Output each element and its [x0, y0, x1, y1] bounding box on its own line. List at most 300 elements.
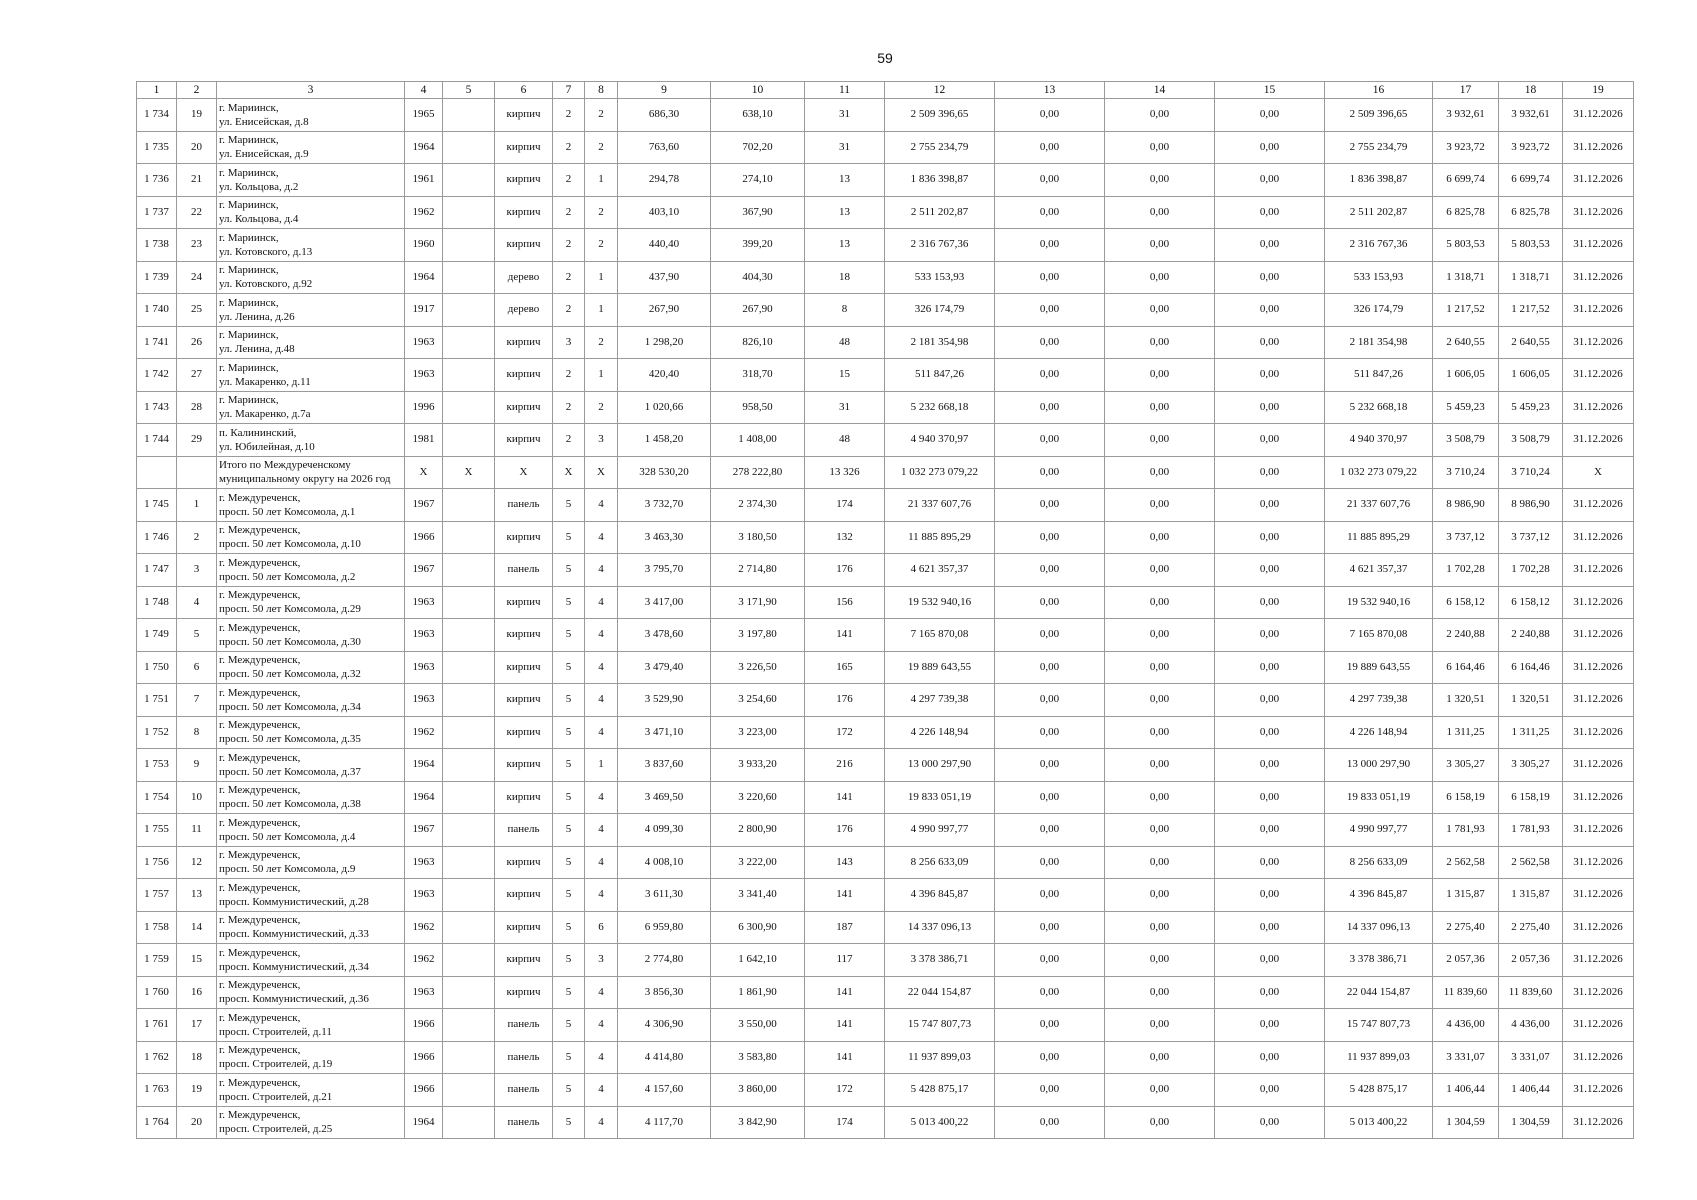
residents-cell: 156: [805, 586, 885, 619]
living-area-cell: 6 300,90: [711, 911, 805, 944]
unit-cost-cell: 1 217,52: [1433, 294, 1499, 327]
address-cell: [217, 261, 405, 294]
max-unit-cost-cell: 6 158,12: [1499, 586, 1563, 619]
federal-funds-cell: 0,00: [995, 1041, 1105, 1074]
max-unit-cost-cell: 8 986,90: [1499, 489, 1563, 522]
living-area-cell: 318,70: [711, 359, 805, 392]
year-reconstruction-cell: [443, 1041, 495, 1074]
year-built-cell: 1917: [405, 294, 443, 327]
federal-funds-cell: 0,00: [995, 814, 1105, 847]
owner-funds-cell: 2 509 396,65: [1325, 99, 1433, 132]
total-cost-cell: 11 937 899,03: [885, 1041, 995, 1074]
local-funds-cell: 0,00: [1215, 456, 1325, 489]
address-line-2: просп. 50 лет Комсомола, д.9: [219, 863, 356, 876]
address-line-1: г. Междуреченск,: [219, 979, 301, 992]
completion-date-cell: 31.12.2026: [1563, 554, 1634, 587]
year-built-cell: 1963: [405, 976, 443, 1009]
address-line-2: ул. Котовского, д.13: [219, 245, 313, 258]
unit-cost-cell: 6 158,12: [1433, 586, 1499, 619]
total-area-cell: 3 471,10: [618, 716, 711, 749]
floors-cell: 5: [553, 781, 585, 814]
column-number: 2: [177, 82, 217, 99]
year-reconstruction-cell: [443, 554, 495, 587]
row-sub-index-cell: 8: [177, 716, 217, 749]
total-area-cell: 3 417,00: [618, 586, 711, 619]
living-area-cell: 3 180,50: [711, 521, 805, 554]
completion-date-cell: 31.12.2026: [1563, 196, 1634, 229]
address-line-2: просп. 50 лет Комсомола, д.35: [219, 733, 361, 746]
living-area-cell: 3 842,90: [711, 1106, 805, 1139]
year-built-cell: 1967: [405, 489, 443, 522]
column-number: 17: [1433, 82, 1499, 99]
column-number: 9: [618, 82, 711, 99]
floors-cell: 5: [553, 1106, 585, 1139]
total-cost-cell: 4 621 357,37: [885, 554, 995, 587]
total-cost-cell: 8 256 633,09: [885, 846, 995, 879]
federal-funds-cell: 0,00: [995, 456, 1105, 489]
total-cost-cell: 4 226 148,94: [885, 716, 995, 749]
entrances-cell: 4: [585, 489, 618, 522]
local-funds-cell: 0,00: [1215, 976, 1325, 1009]
regional-funds-cell: 0,00: [1105, 716, 1215, 749]
address-line-2: просп. Строителей, д.25: [219, 1123, 333, 1136]
address-cell: [217, 521, 405, 554]
year-built-cell: 1981: [405, 424, 443, 457]
wall-material-cell: кирпич: [495, 619, 553, 652]
year-built-cell: 1962: [405, 911, 443, 944]
max-unit-cost-cell: 2 562,58: [1499, 846, 1563, 879]
floors-cell: 5: [553, 684, 585, 717]
max-unit-cost-cell: 2 275,40: [1499, 911, 1563, 944]
residents-cell: 187: [805, 911, 885, 944]
local-funds-cell: 0,00: [1215, 651, 1325, 684]
unit-cost-cell: 2 240,88: [1433, 619, 1499, 652]
floors-cell: 5: [553, 911, 585, 944]
wall-material-cell: кирпич: [495, 749, 553, 782]
regional-funds-cell: 0,00: [1105, 1074, 1215, 1107]
entrances-cell: 4: [585, 619, 618, 652]
wall-material-cell: кирпич: [495, 521, 553, 554]
max-unit-cost-cell: 4 436,00: [1499, 1009, 1563, 1042]
max-unit-cost-cell: 1 217,52: [1499, 294, 1563, 327]
living-area-cell: 3 550,00: [711, 1009, 805, 1042]
unit-cost-cell: 3 508,79: [1433, 424, 1499, 457]
entrances-cell: X: [585, 456, 618, 489]
address-line-2: просп. 50 лет Комсомола, д.37: [219, 765, 361, 778]
address-line-1: г. Междуреченск,: [219, 1076, 301, 1089]
row-sub-index-cell: 13: [177, 879, 217, 912]
residents-cell: 31: [805, 131, 885, 164]
regional-funds-cell: 0,00: [1105, 781, 1215, 814]
address-line-1: г. Мариинск,: [219, 296, 279, 309]
row-index-cell: 1 734: [137, 99, 177, 132]
row-index-cell: 1 745: [137, 489, 177, 522]
row-index-cell: 1 736: [137, 164, 177, 197]
unit-cost-cell: 5 803,53: [1433, 229, 1499, 262]
table-row: [137, 1041, 1634, 1074]
table-row: [137, 261, 1634, 294]
row-sub-index-cell: 3: [177, 554, 217, 587]
table-row: [137, 164, 1634, 197]
table-row: [137, 131, 1634, 164]
year-reconstruction-cell: [443, 781, 495, 814]
max-unit-cost-cell: 3 305,27: [1499, 749, 1563, 782]
column-number: 16: [1325, 82, 1433, 99]
row-index-cell: 1 743: [137, 391, 177, 424]
row-sub-index-cell: 14: [177, 911, 217, 944]
living-area-cell: 3 171,90: [711, 586, 805, 619]
address-cell: [217, 879, 405, 912]
max-unit-cost-cell: 3 737,12: [1499, 521, 1563, 554]
local-funds-cell: 0,00: [1215, 586, 1325, 619]
owner-funds-cell: 4 940 370,97: [1325, 424, 1433, 457]
unit-cost-cell: 1 320,51: [1433, 684, 1499, 717]
floors-cell: 5: [553, 1074, 585, 1107]
residents-cell: 13: [805, 196, 885, 229]
address-line-1: г. Междуреченск,: [219, 946, 301, 959]
owner-funds-cell: 5 232 668,18: [1325, 391, 1433, 424]
unit-cost-cell: 2 562,58: [1433, 846, 1499, 879]
address-line-1: г. Междуреченск,: [219, 849, 301, 862]
total-area-cell: 1 020,66: [618, 391, 711, 424]
total-area-cell: 3 478,60: [618, 619, 711, 652]
completion-date-cell: 31.12.2026: [1563, 99, 1634, 132]
local-funds-cell: 0,00: [1215, 424, 1325, 457]
address-line-2: ул. Котовского, д.92: [219, 278, 313, 291]
owner-funds-cell: 14 337 096,13: [1325, 911, 1433, 944]
year-reconstruction-cell: [443, 651, 495, 684]
address-line-2: просп. 50 лет Комсомола, д.38: [219, 798, 361, 811]
address-cell: [217, 164, 405, 197]
row-sub-index-cell: 12: [177, 846, 217, 879]
address-line-1: г. Мариинск,: [219, 166, 279, 179]
living-area-cell: 278 222,80: [711, 456, 805, 489]
column-number: 4: [405, 82, 443, 99]
address-line-1: г. Мариинск,: [219, 329, 279, 342]
column-number: 6: [495, 82, 553, 99]
table-row: [137, 749, 1634, 782]
total-area-cell: 1 298,20: [618, 326, 711, 359]
regional-funds-cell: 0,00: [1105, 424, 1215, 457]
address-line-1: г. Междуреченск,: [219, 556, 301, 569]
address-cell: [217, 749, 405, 782]
table-row: [137, 391, 1634, 424]
table-row: [137, 521, 1634, 554]
wall-material-cell: кирпич: [495, 391, 553, 424]
completion-date-cell: 31.12.2026: [1563, 294, 1634, 327]
year-reconstruction-cell: [443, 261, 495, 294]
year-reconstruction-cell: [443, 164, 495, 197]
floors-cell: 5: [553, 489, 585, 522]
local-funds-cell: 0,00: [1215, 261, 1325, 294]
completion-date-cell: 31.12.2026: [1563, 131, 1634, 164]
year-built-cell: 1966: [405, 1009, 443, 1042]
unit-cost-cell: 2 640,55: [1433, 326, 1499, 359]
year-reconstruction-cell: [443, 294, 495, 327]
year-built-cell: 1961: [405, 164, 443, 197]
max-unit-cost-cell: 1 311,25: [1499, 716, 1563, 749]
living-area-cell: 1 408,00: [711, 424, 805, 457]
entrances-cell: 4: [585, 1009, 618, 1042]
row-index-cell: 1 755: [137, 814, 177, 847]
table-row: [137, 229, 1634, 262]
residents-cell: 117: [805, 944, 885, 977]
local-funds-cell: 0,00: [1215, 164, 1325, 197]
max-unit-cost-cell: 6 699,74: [1499, 164, 1563, 197]
total-area-cell: 403,10: [618, 196, 711, 229]
living-area-cell: 3 583,80: [711, 1041, 805, 1074]
regional-funds-cell: 0,00: [1105, 684, 1215, 717]
wall-material-cell: кирпич: [495, 131, 553, 164]
local-funds-cell: 0,00: [1215, 99, 1325, 132]
year-reconstruction-cell: [443, 716, 495, 749]
year-reconstruction-cell: X: [443, 456, 495, 489]
row-sub-index-cell: 21: [177, 164, 217, 197]
total-cost-cell: 19 889 643,55: [885, 651, 995, 684]
total-area-cell: 3 856,30: [618, 976, 711, 1009]
max-unit-cost-cell: 1 406,44: [1499, 1074, 1563, 1107]
completion-date-cell: 31.12.2026: [1563, 326, 1634, 359]
table-row: [137, 294, 1634, 327]
max-unit-cost-cell: 1 320,51: [1499, 684, 1563, 717]
residents-cell: 141: [805, 879, 885, 912]
year-reconstruction-cell: [443, 424, 495, 457]
total-area-cell: 267,90: [618, 294, 711, 327]
column-number: 5: [443, 82, 495, 99]
entrances-cell: 1: [585, 749, 618, 782]
address-line-1: п. Калининский,: [219, 426, 297, 439]
row-index-cell: 1 747: [137, 554, 177, 587]
owner-funds-cell: 15 747 807,73: [1325, 1009, 1433, 1042]
living-area-cell: 274,10: [711, 164, 805, 197]
total-cost-cell: 19 833 051,19: [885, 781, 995, 814]
local-funds-cell: 0,00: [1215, 944, 1325, 977]
row-index-cell: 1 762: [137, 1041, 177, 1074]
row-sub-index-cell: 18: [177, 1041, 217, 1074]
column-number: 15: [1215, 82, 1325, 99]
address-line-2: ул. Кольцова, д.4: [219, 213, 299, 226]
owner-funds-cell: 7 165 870,08: [1325, 619, 1433, 652]
owner-funds-cell: 1 836 398,87: [1325, 164, 1433, 197]
total-cost-cell: 2 181 354,98: [885, 326, 995, 359]
floors-cell: 2: [553, 294, 585, 327]
entrances-cell: 4: [585, 814, 618, 847]
year-reconstruction-cell: [443, 196, 495, 229]
address-line-1: г. Мариинск,: [219, 199, 279, 212]
address-line-1: г. Междуреченск,: [219, 914, 301, 927]
local-funds-cell: 0,00: [1215, 521, 1325, 554]
owner-funds-cell: 21 337 607,76: [1325, 489, 1433, 522]
residents-cell: 48: [805, 326, 885, 359]
living-area-cell: 1 861,90: [711, 976, 805, 1009]
residents-cell: 31: [805, 99, 885, 132]
federal-funds-cell: 0,00: [995, 879, 1105, 912]
address-cell: [217, 294, 405, 327]
owner-funds-cell: 4 297 739,38: [1325, 684, 1433, 717]
address-line-2: просп. 50 лет Комсомола, д.1: [219, 505, 356, 518]
completion-date-cell: 31.12.2026: [1563, 846, 1634, 879]
completion-date-cell: 31.12.2026: [1563, 359, 1634, 392]
living-area-cell: 2 800,90: [711, 814, 805, 847]
year-built-cell: 1966: [405, 1074, 443, 1107]
completion-date-cell: 31.12.2026: [1563, 521, 1634, 554]
completion-date-cell: 31.12.2026: [1563, 261, 1634, 294]
owner-funds-cell: 5 428 875,17: [1325, 1074, 1433, 1107]
regional-funds-cell: 0,00: [1105, 846, 1215, 879]
address-line-2: просп. 50 лет Комсомола, д.30: [219, 635, 361, 648]
completion-date-cell: 31.12.2026: [1563, 424, 1634, 457]
entrances-cell: 4: [585, 521, 618, 554]
regional-funds-cell: 0,00: [1105, 99, 1215, 132]
entrances-cell: 2: [585, 99, 618, 132]
address-line-1: г. Мариинск,: [219, 361, 279, 374]
address-line-2: ул. Енисейская, д.9: [219, 148, 309, 161]
living-area-cell: 3 222,00: [711, 846, 805, 879]
floors-cell: 2: [553, 131, 585, 164]
federal-funds-cell: 0,00: [995, 911, 1105, 944]
address-line-1: г. Междуреченск,: [219, 1109, 301, 1122]
wall-material-cell: панель: [495, 1041, 553, 1074]
table-row: [137, 456, 1634, 489]
regional-funds-cell: 0,00: [1105, 391, 1215, 424]
unit-cost-cell: 3 932,61: [1433, 99, 1499, 132]
wall-material-cell: панель: [495, 554, 553, 587]
year-built-cell: 1964: [405, 131, 443, 164]
year-reconstruction-cell: [443, 586, 495, 619]
completion-date-cell: 31.12.2026: [1563, 911, 1634, 944]
year-reconstruction-cell: [443, 944, 495, 977]
owner-funds-cell: 533 153,93: [1325, 261, 1433, 294]
living-area-cell: 404,30: [711, 261, 805, 294]
year-reconstruction-cell: [443, 99, 495, 132]
total-area-cell: 763,60: [618, 131, 711, 164]
unit-cost-cell: 1 702,28: [1433, 554, 1499, 587]
regional-funds-cell: 0,00: [1105, 651, 1215, 684]
max-unit-cost-cell: 5 803,53: [1499, 229, 1563, 262]
address-line-2: просп. Коммунистический, д.34: [219, 960, 369, 973]
column-number: 3: [217, 82, 405, 99]
unit-cost-cell: 2 057,36: [1433, 944, 1499, 977]
floors-cell: 5: [553, 586, 585, 619]
entrances-cell: 4: [585, 684, 618, 717]
column-number: 13: [995, 82, 1105, 99]
local-funds-cell: 0,00: [1215, 749, 1325, 782]
residents-cell: 13 326: [805, 456, 885, 489]
residents-cell: 141: [805, 781, 885, 814]
total-cost-cell: 326 174,79: [885, 294, 995, 327]
year-built-cell: 1965: [405, 99, 443, 132]
living-area-cell: 3 341,40: [711, 879, 805, 912]
address-line-2: просп. 50 лет Комсомола, д.32: [219, 668, 361, 681]
federal-funds-cell: 0,00: [995, 586, 1105, 619]
federal-funds-cell: 0,00: [995, 716, 1105, 749]
wall-material-cell: дерево: [495, 261, 553, 294]
column-number: 14: [1105, 82, 1215, 99]
row-index-cell: 1 748: [137, 586, 177, 619]
column-number: 10: [711, 82, 805, 99]
owner-funds-cell: 326 174,79: [1325, 294, 1433, 327]
federal-funds-cell: 0,00: [995, 294, 1105, 327]
federal-funds-cell: 0,00: [995, 976, 1105, 1009]
completion-date-cell: 31.12.2026: [1563, 879, 1634, 912]
entrances-cell: 4: [585, 716, 618, 749]
total-cost-cell: 1 836 398,87: [885, 164, 995, 197]
address-line-1: г. Междуреченск,: [219, 751, 301, 764]
floors-cell: 2: [553, 196, 585, 229]
owner-funds-cell: 19 889 643,55: [1325, 651, 1433, 684]
federal-funds-cell: 0,00: [995, 229, 1105, 262]
year-built-cell: 1963: [405, 619, 443, 652]
address-cell: [217, 1106, 405, 1139]
regional-funds-cell: 0,00: [1105, 1106, 1215, 1139]
year-built-cell: 1964: [405, 781, 443, 814]
unit-cost-cell: 11 839,60: [1433, 976, 1499, 1009]
total-cost-cell: 11 885 895,29: [885, 521, 995, 554]
total-area-cell: 328 530,20: [618, 456, 711, 489]
total-cost-cell: 21 337 607,76: [885, 489, 995, 522]
year-reconstruction-cell: [443, 326, 495, 359]
table-row: [137, 1106, 1634, 1139]
living-area-cell: 3 860,00: [711, 1074, 805, 1107]
row-sub-index-cell: 27: [177, 359, 217, 392]
federal-funds-cell: 0,00: [995, 196, 1105, 229]
address-cell: [217, 651, 405, 684]
owner-funds-cell: 13 000 297,90: [1325, 749, 1433, 782]
total-cost-cell: 4 940 370,97: [885, 424, 995, 457]
floors-cell: 2: [553, 424, 585, 457]
column-number: 7: [553, 82, 585, 99]
living-area-cell: 2 374,30: [711, 489, 805, 522]
max-unit-cost-cell: 1 781,93: [1499, 814, 1563, 847]
wall-material-cell: кирпич: [495, 99, 553, 132]
unit-cost-cell: 1 311,25: [1433, 716, 1499, 749]
completion-date-cell: 31.12.2026: [1563, 619, 1634, 652]
year-built-cell: 1963: [405, 879, 443, 912]
table-row: [137, 976, 1634, 1009]
table-row: [137, 554, 1634, 587]
completion-date-cell: 31.12.2026: [1563, 229, 1634, 262]
federal-funds-cell: 0,00: [995, 326, 1105, 359]
total-area-cell: 2 774,80: [618, 944, 711, 977]
completion-date-cell: 31.12.2026: [1563, 1041, 1634, 1074]
residents-cell: 143: [805, 846, 885, 879]
address-line-2: просп. Коммунистический, д.33: [219, 928, 369, 941]
owner-funds-cell: 2 181 354,98: [1325, 326, 1433, 359]
owner-funds-cell: 8 256 633,09: [1325, 846, 1433, 879]
federal-funds-cell: 0,00: [995, 651, 1105, 684]
floors-cell: 5: [553, 619, 585, 652]
row-sub-index-cell: 20: [177, 131, 217, 164]
total-cost-cell: 4 396 845,87: [885, 879, 995, 912]
year-built-cell: 1962: [405, 944, 443, 977]
year-built-cell: 1963: [405, 684, 443, 717]
floors-cell: 5: [553, 814, 585, 847]
address-line-2: просп. 50 лет Комсомола, д.34: [219, 700, 361, 713]
address-line-1: г. Междуреченск,: [219, 589, 301, 602]
residents-cell: 176: [805, 814, 885, 847]
max-unit-cost-cell: 6 825,78: [1499, 196, 1563, 229]
total-cost-cell: 2 755 234,79: [885, 131, 995, 164]
federal-funds-cell: 0,00: [995, 99, 1105, 132]
completion-date-cell: 31.12.2026: [1563, 814, 1634, 847]
total-cost-cell: 5 428 875,17: [885, 1074, 995, 1107]
federal-funds-cell: 0,00: [995, 846, 1105, 879]
year-built-cell: 1964: [405, 749, 443, 782]
completion-date-cell: 31.12.2026: [1563, 944, 1634, 977]
row-sub-index-cell: 29: [177, 424, 217, 457]
address-line-1: г. Мариинск,: [219, 231, 279, 244]
unit-cost-cell: 1 406,44: [1433, 1074, 1499, 1107]
